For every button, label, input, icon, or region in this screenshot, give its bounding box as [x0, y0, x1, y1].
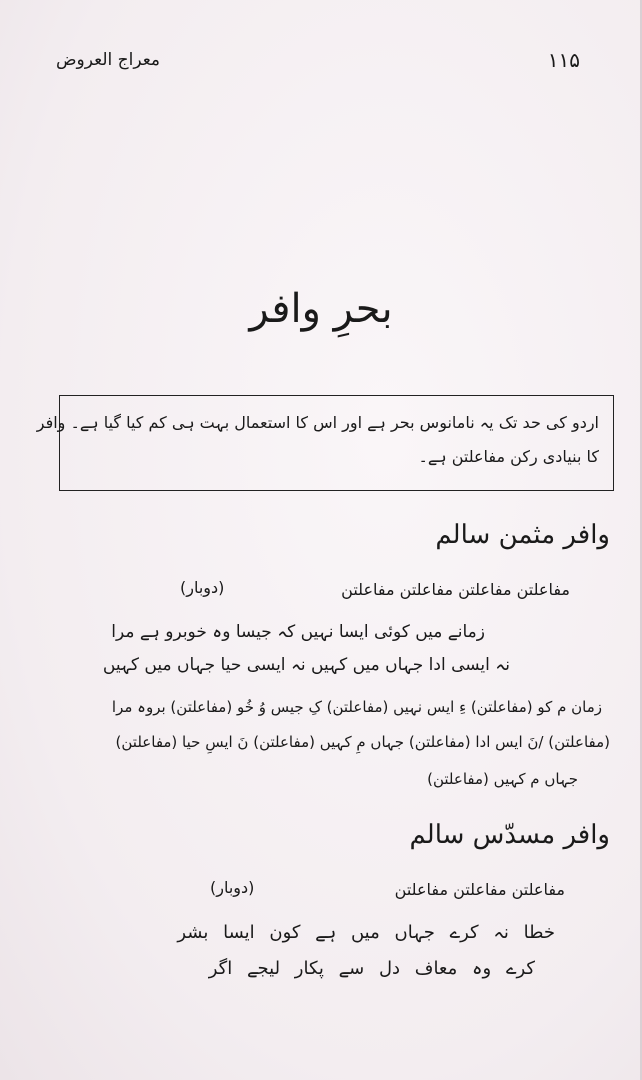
musaddas-heading: وافر مسدّس سالم: [409, 820, 610, 850]
musamman-scansion-line-2: (مفاعلتن) /نَ ایس ادا (مفاعلتن) جہاں مِ کہیں (مفاعلتن) نَ ایسِ حیا (مفاعلتن): [115, 733, 610, 751]
intro-box: [36, 395, 614, 491]
musaddas-verse-line-1: خطا نہ کرے جہاں میں ہے کون ایسا بشر: [177, 922, 555, 943]
musaddas-meter: مفاعلتن مفاعلتن مفاعلتن: [394, 880, 565, 899]
musaddas-repeat-note: (دوبار): [210, 878, 255, 897]
musamman-scansion-line-1: زمان م کو (مفاعلتن) ءِ ایس نہیں (مفاعلتن) کِ جیس وُ خُو (مفاعلتن) بروہ مرا: [111, 698, 602, 716]
page-number: ۱۱۵: [547, 48, 580, 72]
section-title: بحرِ وافر: [249, 286, 393, 332]
musamman-repeat-note: (دوبار): [180, 578, 225, 597]
intro-line-1: اردو کی حد تک یہ نامانوس بحر ہے اور اس کا استعمال بہت ہی کم کیا گیا ہے۔ وافر: [36, 413, 599, 432]
musamman-scansion-line-3: جہاں م کہیں (مفاعلتن): [427, 770, 578, 788]
musamman-verse-line-2: نہ ایسی ادا جہاں میں کہیں نہ ایسی حیا جہاں میں کہیں: [102, 655, 510, 675]
musamman-verse-line-1: زمانے میں کوئی ایسا نہیں کہ جیسا وہ خوبرو ہے مرا: [111, 622, 485, 642]
musamman-heading: وافر مثمن سالم: [435, 520, 610, 550]
intro-line-2: کا بنیادی رکن مفاعلتن ہے۔: [418, 447, 599, 466]
musaddas-verse-line-2: کرے وہ معاف دل سے پکار لیجے اگر: [208, 958, 535, 979]
musamman-meter: مفاعلتن مفاعلتن مفاعلتن مفاعلتن: [341, 580, 570, 599]
running-header-title: معراج العروض: [56, 50, 161, 70]
